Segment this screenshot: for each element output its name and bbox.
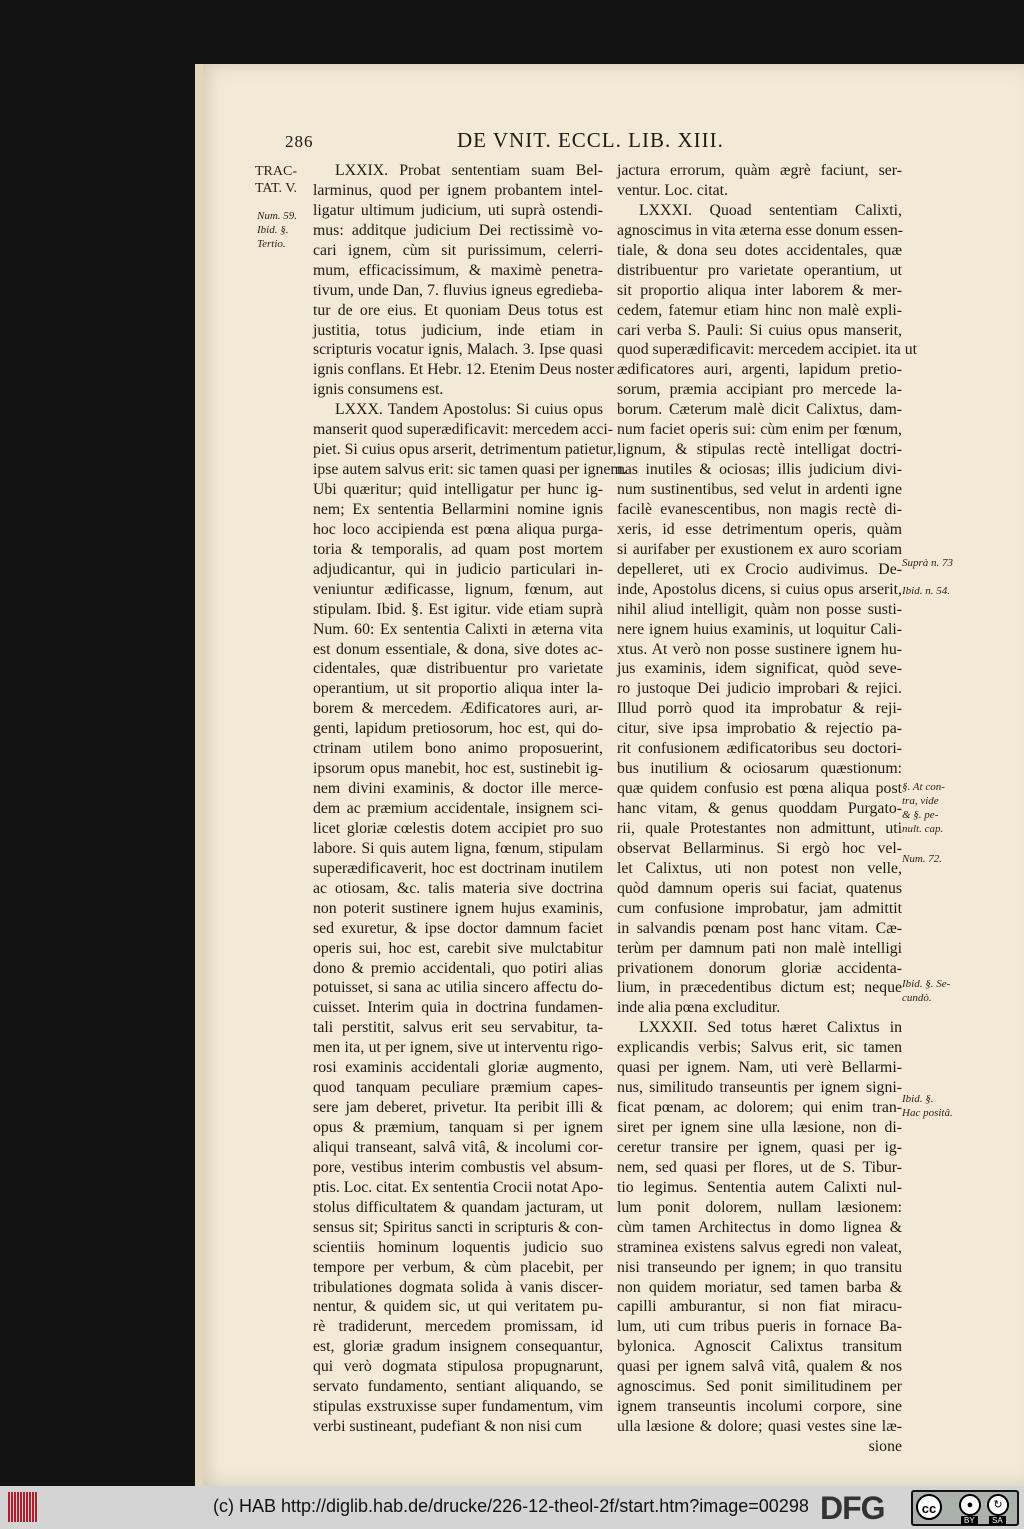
text-line: aliqui transeant, salvâ vitâ, & incolumi cor- bbox=[313, 1138, 603, 1156]
text-line: facilè evanescentibus, non magis rectè di- bbox=[617, 500, 902, 518]
text-line: cari ignem, cùm sit purissimum, celerri- bbox=[313, 241, 603, 259]
text-line: observat Bellarminus. Si ergò hoc vel- bbox=[617, 839, 902, 857]
text-line: licet gloriæ cœlestis dotem accipiet pro suo bbox=[313, 819, 603, 837]
by-icon: ● bbox=[959, 1494, 981, 1516]
text-line: agnoscimus in vita æterna esse donum essen- bbox=[617, 221, 904, 239]
text-line: genti, lapidum pretiosorum, hoc est, qui do- bbox=[313, 720, 603, 738]
text-line: ventur. Loc. citat. bbox=[617, 181, 728, 199]
text-line: servato fundamento, sentiant aliquando, se bbox=[313, 1378, 603, 1396]
text-line: verbi sustineant, pudefiant & non nisi cum bbox=[313, 1418, 582, 1436]
text-line: dem ac præmium accidentale, insignem sci- bbox=[313, 800, 603, 817]
text-line: mum, efficacissimum, & maximè penetra- bbox=[313, 261, 603, 279]
text-line: potuisset, si sana ac utilia sincero affectu do- bbox=[313, 979, 603, 997]
text-line: quòd damnum operis sui faciat, quatenus bbox=[617, 879, 902, 897]
text-line: Ubi quæritur; quid intelligatur per hunc ig- bbox=[313, 481, 603, 498]
text-line: privationem donorum gloriæ accidenta- bbox=[617, 959, 902, 977]
text-line: ligatur ultimum judicium, uti suprà ostendi- bbox=[313, 201, 603, 219]
text-line: distribuentur pro varietate operantium, ut bbox=[617, 261, 902, 279]
text-line: bus inutilium & ociosarum quæstionum: bbox=[617, 760, 902, 778]
text-line: scripturis vocatur ignis, Malach. 3. Ipse quasi bbox=[313, 341, 603, 359]
cc-icon: cc bbox=[916, 1494, 942, 1520]
text-line: agnoscimus. Sed ponit similitudinem per bbox=[617, 1378, 902, 1396]
text-line: rosi examinis accidentali gloriæ augmento, bbox=[313, 1059, 603, 1077]
text-line: ctrinam utilem bono animo proposuerint, bbox=[313, 740, 603, 758]
text-line: nus, similitudo transeuntis per ignem signi- bbox=[617, 1079, 902, 1097]
text-line: siret per ignem sine ulla læsione, non di- bbox=[617, 1119, 902, 1136]
text-line: lum ponit dolorem, nullam læsionem: bbox=[617, 1198, 902, 1216]
hab-barcode-logo-icon bbox=[8, 1492, 40, 1524]
text-line: terùm per damnum pati non malè intelligi bbox=[617, 939, 902, 957]
text-line: stolus difficultatem & quandam jacturam, ut bbox=[313, 1198, 603, 1216]
text-line: LXXIX. Probat sententiam suam Bel- bbox=[335, 162, 603, 179]
text-line: ædificatores auri, argenti, lapidum pretio- bbox=[617, 361, 902, 379]
text-line: nas inutiles & ociosas; illis judicium divi- bbox=[617, 461, 902, 479]
margin-note-num72: Num. 72. bbox=[902, 853, 943, 865]
text-line: nere ignem huius examinis, ut loquitur Cali- bbox=[617, 620, 902, 638]
text-line: piet. Si cuius opus arserit, detrimentum patietur, bbox=[313, 441, 617, 459]
right-column-text bbox=[617, 161, 918, 1457]
viewer-footer bbox=[0, 1486, 1024, 1529]
text-line: ipsorum opus manebit, hoc est, sustinebit ig- bbox=[313, 760, 603, 778]
text-line: jus examinis, idem significat, quòd seve- bbox=[617, 660, 902, 678]
text-line: qui verò dogmata stipulosa propugnarunt, bbox=[313, 1358, 603, 1376]
text-line: ignem transeuntis incolumi corpore, sine bbox=[617, 1398, 902, 1416]
margin-note-ibid54: Ibid. n. 54. bbox=[902, 585, 950, 597]
text-line: xtus. At verò non posse sustinere ignem hu- bbox=[617, 640, 902, 658]
text-line: ptis. Loc. citat. Ex sententia Crocii notat Apo- bbox=[313, 1178, 604, 1196]
text-line: nisi transeundo per ignem; in quo transitu bbox=[617, 1258, 902, 1276]
text-line: lignum, & stipulas rectè intelligat doctri- bbox=[617, 441, 902, 459]
text-line: justitia, totus judicium, inde etiam in bbox=[313, 321, 603, 339]
text-line: non poterit sustinere ignem hujus examinis, bbox=[313, 899, 603, 917]
text-line: ficat pœnam, ac dolorem; qui enim tran- bbox=[617, 1099, 902, 1117]
text-line: ac otiosam, &c. talis materia sive doctrina bbox=[313, 879, 603, 897]
left-column-text bbox=[313, 161, 627, 1437]
text-line: straminea existens salvus egredi non valeat, bbox=[617, 1238, 902, 1256]
text-line: sed exuretur, & ipse doctor damnum faciet bbox=[313, 919, 603, 937]
text-line: LXXX. Tandem Apostolus: Si cuius opus bbox=[335, 401, 603, 419]
text-line: scientiis hominum loquentis judicio suo bbox=[313, 1238, 603, 1256]
text-line: larminus, quod per ignem probantem intel- bbox=[313, 181, 603, 199]
text-line: sere jam deberet, privetur. Ita peribit illi & bbox=[313, 1099, 603, 1117]
text-line: mus: additque judicium Dei rectissimè vo- bbox=[313, 221, 603, 239]
text-line: capilli amburantur, si non fiat miracu- bbox=[617, 1298, 902, 1316]
text-line: est donum essentiale, & dona, sive dotes ac- bbox=[313, 640, 603, 658]
text-line: tio legimus. Sententia autem Calixti nul- bbox=[617, 1178, 902, 1196]
text-line: toria & temporalis, ad quam post mortem bbox=[313, 540, 603, 558]
text-line: nihil aliud intelligit, quàm non posse susti- bbox=[617, 600, 902, 618]
text-line: cùm tamen Architectus in domo lignea & bbox=[617, 1218, 902, 1236]
sa-icon: ↻ bbox=[987, 1494, 1009, 1516]
text-line: tribulationes dogmata solida à vanis discer- bbox=[313, 1278, 603, 1296]
margin-note-supra: Suprà n. 73 bbox=[902, 557, 954, 569]
text-line: tali perstitit, salvus erit seu servabitur, ta- bbox=[313, 1019, 603, 1037]
margin-note-hac-posita: Ibid. §. Hac positâ. bbox=[902, 1093, 953, 1119]
source-url-link[interactable]: (c) HAB http://diglib.hab.de/drucke/226-12-theol-2f/start.htm?image=00298 bbox=[213, 1496, 809, 1516]
text-line: borum. Cæterum malè dicit Calixtus, dam- bbox=[617, 401, 902, 419]
text-line: cidentales, quæ distribuentur pro varietate bbox=[313, 660, 603, 678]
dfg-logo: DFG bbox=[820, 1490, 885, 1526]
text-line: pore, vestibus interim combustis vel absum- bbox=[313, 1158, 603, 1176]
text-line: opus & præmium, tanquam si per ignem bbox=[313, 1119, 603, 1136]
text-line: bylonica. Agnoscit Calixtus transitum bbox=[617, 1338, 902, 1356]
license-by-label: BY bbox=[961, 1516, 978, 1525]
text-line: cedem, fatemur etiam hinc non malè expli- bbox=[617, 301, 902, 319]
text-line: rii, quale Protestantes non admittunt, uti bbox=[617, 819, 902, 837]
text-line: est, gloriæ gradum insignem consequantur, bbox=[313, 1338, 603, 1356]
text-line: num sustinentibus, sed velut in ardenti igne bbox=[617, 481, 902, 498]
text-line: ro justoque Dei judicio improbari & rejici. bbox=[617, 680, 902, 698]
text-line: inde alia pœna excluditur. bbox=[617, 999, 781, 1017]
text-line: cuisset. Interim quia in doctrina fundamen- bbox=[313, 999, 603, 1017]
margin-note-tractat: TRAC- TAT. V. bbox=[255, 164, 298, 196]
text-line: nem, sed quasi per flores, ut de S. Tibur- bbox=[617, 1158, 902, 1176]
text-line: men ita, ut per ignem, sive ut interventu rigo- bbox=[313, 1039, 603, 1057]
text-line: explicandis verbis; Salvus erit, sic tamen bbox=[617, 1039, 902, 1057]
text-line: hanc vitam, & genus quoddam Purgato- bbox=[617, 800, 902, 817]
text-line: stipulas exstruxisse super fundamentum, vim bbox=[313, 1398, 603, 1416]
text-line: manserit quod superædificavit: mercedem acci- bbox=[313, 421, 614, 439]
text-line: tivum, unde Dan, 7. fluvius igneus egredieba- bbox=[313, 281, 603, 299]
text-line: quasi per ignem salvâ vitâ, qualem & nos bbox=[617, 1358, 902, 1376]
text-line: hoc loco accipienda est pœna aliqua purga- bbox=[313, 520, 603, 538]
margin-note-at-contra: §. At con- tra, vide & §. pe- nult. cap. bbox=[902, 781, 945, 835]
running-head bbox=[285, 128, 975, 156]
text-line: adjudicantur, qui in judicio particulari in- bbox=[313, 560, 603, 578]
license-sa-label: SA bbox=[989, 1516, 1006, 1525]
text-line: dono & premio accidentali, quo potiri alias bbox=[313, 959, 603, 977]
text-line: lum, uti cum tribus pueris in fornace Ba- bbox=[617, 1318, 902, 1336]
text-line: inde, Apostolus dicens, si cuius opus arserit, bbox=[617, 580, 902, 598]
cc-license-badge-icon[interactable] bbox=[911, 1490, 1019, 1526]
text-line: sit proportio aliqua inter laborem & mer- bbox=[617, 281, 902, 299]
text-line: xeris, id esse detrimentum operis, quàm bbox=[617, 520, 902, 538]
text-line: non quidem moriatur, sed tamen barba & bbox=[617, 1278, 902, 1296]
margin-note-num59: Num. 59. Ibid. §. Tertio. bbox=[257, 210, 298, 250]
text-line: sensus sit; Spiritus sancti in scripturis & con- bbox=[313, 1218, 603, 1236]
text-line: depelleret, uti ex Crocio audivimus. De- bbox=[617, 560, 902, 578]
text-line: borem & mercedem. Ædificatores auri, ar- bbox=[313, 700, 603, 718]
text-line: operis sui, hoc est, carebit sive mulctabitur bbox=[313, 939, 603, 957]
text-line: nem; Ex sententia Bellarmini nomine ignis bbox=[313, 500, 603, 518]
text-line: ulla læsione & dolore; quasi vestes sine læ- bbox=[617, 1418, 902, 1436]
text-line: quasi per ignem. Nam, uti verè Bellarmi- bbox=[617, 1059, 902, 1077]
text-line: sorum, præmia accipiant pro mercede la- bbox=[617, 381, 902, 399]
text-line: quod tanquam peculiare præmium capes- bbox=[313, 1079, 603, 1097]
text-line: sione bbox=[868, 1438, 902, 1455]
text-line: Illud porrò quod ita improbatur & reji- bbox=[617, 700, 902, 718]
text-line: cari verba S. Pauli: Si cuius opus manserit, bbox=[617, 321, 902, 339]
text-line: ignis consumens est. bbox=[313, 381, 444, 399]
text-line: ipse autem salvus erit: sic tamen quasi per ignem. bbox=[313, 461, 627, 479]
text-line: cum confusione improbatur, jam admittit bbox=[617, 899, 902, 917]
text-line: labore. Si quis autem ligna, fœnum, stipulam bbox=[313, 839, 603, 857]
text-line: veniuntur ædificasse, lignum, fœnum, aut bbox=[313, 580, 603, 598]
text-line: ignis conflans. Et Hebr. 12. Etenim Deus noster bbox=[313, 361, 614, 379]
text-line: in salvandis pœnam post hanc vitam. Cæ- bbox=[617, 919, 902, 937]
text-line: tempore per verbum, & cùm placebit, per bbox=[313, 1258, 603, 1276]
running-title: DE VNIT. ECCL. LIB. XIII. bbox=[457, 128, 724, 152]
text-line: let Calixtus, uti non potest non velle, bbox=[617, 859, 902, 877]
text-line: lium, in præcedentibus dictum est; neque bbox=[617, 979, 902, 997]
margin-note-secundo: Ibid. §. Se- cundò. bbox=[902, 978, 951, 1004]
text-line: citur, sive ipsa improbatio & rejectio pa- bbox=[617, 720, 902, 738]
text-line: nem divini examinis, & doctor ille merce- bbox=[313, 780, 603, 798]
text-line: LXXXII. Sed totus hæret Calixtus in bbox=[639, 1019, 902, 1037]
text-line: superædificaverit, hoc est doctrinam inutilem bbox=[313, 859, 603, 877]
text-line: num faciet operis sui: cùm enim per fœnum, bbox=[617, 421, 902, 439]
text-line: stipulam. Ibid. §. Est igitur. vide etiam suprà bbox=[313, 600, 603, 618]
text-line: ceretur transire per ignem, quasi per ig- bbox=[617, 1138, 902, 1156]
text-line: si aurifaber per exustionem ex auro scoriam bbox=[617, 540, 902, 558]
text-line: jactura errorum, quàm ægrè faciunt, ser- bbox=[617, 162, 902, 179]
text-line: tiale, & dona seu dotes accidentales, quæ bbox=[617, 241, 902, 259]
text-line: operantium, ut sit proportio aliqua inter la- bbox=[313, 680, 603, 698]
text-line: quæ quidem confusio est pœna aliqua post bbox=[617, 780, 902, 798]
text-line: quod superædificavit: mercedem accipiet. ita ut bbox=[617, 341, 918, 359]
text-line: rit confusionem ædificatoribus seu doctori- bbox=[617, 740, 902, 758]
text-line: LXXXI. Quoad sententiam Calixti, bbox=[639, 201, 902, 219]
text-line: Num. 60: Ex sententia Calixti in æterna vita bbox=[313, 620, 603, 638]
text-line: rè tradiderunt, mercedem promissam, id bbox=[313, 1318, 603, 1336]
page-edge bbox=[195, 64, 203, 1486]
page-number: 286 bbox=[285, 132, 314, 151]
text-line: nentur, & quidem sic, ut qui veritatem pu- bbox=[313, 1298, 603, 1316]
text-line: tur de ore eius. Et quoniam Deus totus est bbox=[313, 301, 603, 319]
